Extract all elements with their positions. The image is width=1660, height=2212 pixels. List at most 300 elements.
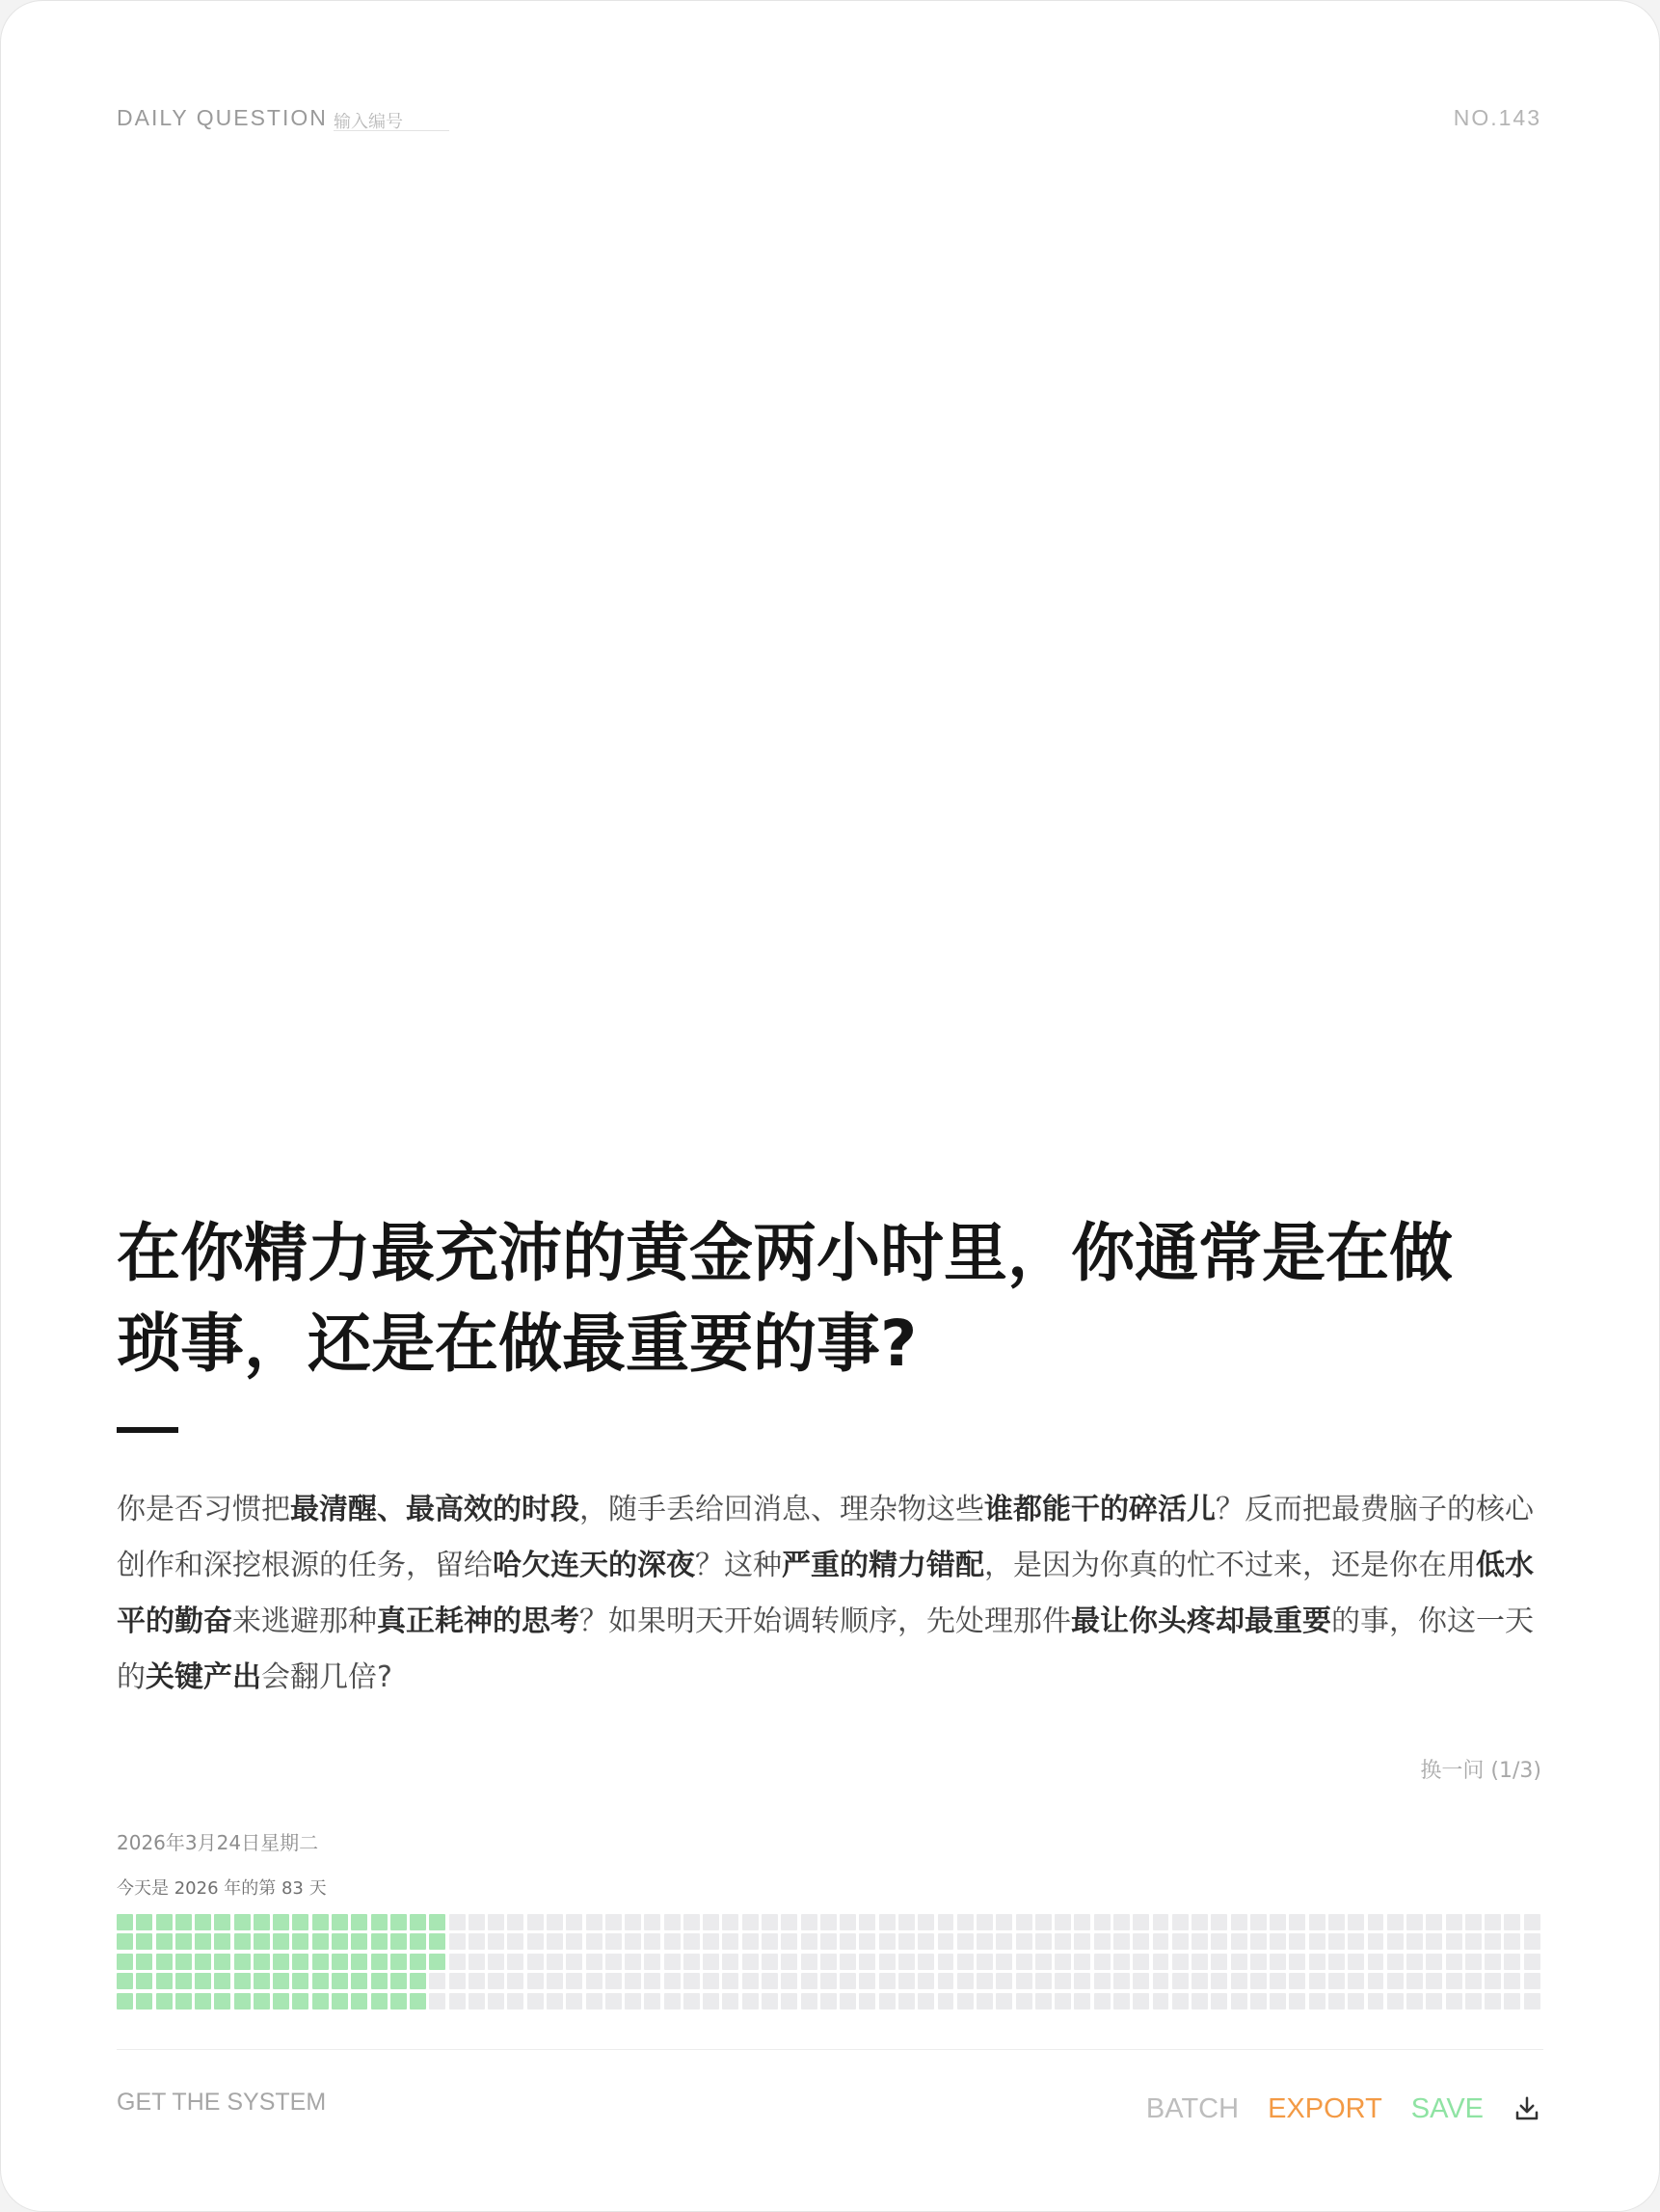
day-cell-filled: [410, 1933, 426, 1950]
day-cell-empty: [1309, 1954, 1325, 1970]
day-cell-empty: [898, 1954, 915, 1970]
day-cell-empty: [507, 1933, 523, 1950]
day-cell-filled: [254, 1973, 270, 1989]
day-cell-filled: [254, 1914, 270, 1930]
day-cell-empty: [1016, 1993, 1032, 2010]
day-cell-empty: [683, 1954, 700, 1970]
day-cell-filled: [214, 1954, 230, 1970]
day-cell-empty: [918, 1993, 934, 2010]
day-cell-filled: [136, 1914, 152, 1930]
day-cell-empty: [1368, 1933, 1384, 1950]
day-cell-empty: [742, 1933, 759, 1950]
day-cell-empty: [977, 1914, 993, 1930]
day-cell-empty: [1309, 1933, 1325, 1950]
day-cell-empty: [781, 1954, 797, 1970]
day-cell-empty: [507, 1914, 523, 1930]
day-cell-empty: [1250, 1954, 1267, 1970]
day-cell-empty: [1289, 1933, 1305, 1950]
day-cell-empty: [507, 1973, 523, 1989]
day-cell-empty: [586, 1914, 602, 1930]
day-cell-empty: [957, 1954, 974, 1970]
brand-label: DAILY QUESTION: [117, 105, 328, 130]
day-cell-empty: [547, 1914, 563, 1930]
day-cell-empty: [1270, 1973, 1286, 1989]
day-cell-empty: [977, 1954, 993, 1970]
day-cell-filled: [195, 1933, 211, 1950]
day-cell-empty: [625, 1973, 641, 1989]
day-cell-filled: [429, 1914, 445, 1930]
day-cell-empty: [898, 1973, 915, 1989]
day-cell-empty: [1133, 1954, 1149, 1970]
date-label: 2026年3月24日星期二: [117, 1831, 319, 1854]
day-cell-empty: [469, 1954, 485, 1970]
body-segment: 的事，你这一天的: [117, 1605, 1534, 1694]
day-cell-filled: [410, 1914, 426, 1930]
day-cell-filled: [136, 1954, 152, 1970]
day-cell-empty: [488, 1954, 504, 1970]
day-cell-empty: [898, 1933, 915, 1950]
issue-number: NO.143: [1453, 105, 1541, 130]
day-cell-empty: [1387, 1954, 1404, 1970]
day-cell-empty: [781, 1973, 797, 1989]
day-cell-filled: [312, 1954, 329, 1970]
day-cell-empty: [1406, 1973, 1423, 1989]
day-cell-empty: [1016, 1933, 1032, 1950]
day-cell-empty: [1211, 1993, 1227, 2010]
day-cell-empty: [879, 1933, 896, 1950]
day-cell-empty: [977, 1993, 993, 2010]
day-cell-filled: [292, 1933, 308, 1950]
day-cell-empty: [1133, 1993, 1149, 2010]
day-cell-filled: [273, 1914, 289, 1930]
day-cell-empty: [957, 1973, 974, 1989]
day-cell-empty: [1465, 1933, 1482, 1950]
day-cell-filled: [390, 1993, 407, 2010]
body-emphasis: 哈欠连天的深夜: [493, 1549, 695, 1582]
day-cell-empty: [840, 1973, 856, 1989]
day-cell-empty: [938, 1973, 954, 1989]
day-cell-empty: [840, 1914, 856, 1930]
day-cell-empty: [1035, 1954, 1052, 1970]
day-cell-filled: [136, 1933, 152, 1950]
get-the-system-link[interactable]: GET THE SYSTEM: [117, 2089, 327, 2116]
day-cell-filled: [195, 1973, 211, 1989]
day-cell-empty: [547, 1933, 563, 1950]
day-cell-filled: [312, 1973, 329, 1989]
day-cell-empty: [1446, 1914, 1462, 1930]
day-cell-empty: [1074, 1993, 1090, 2010]
number-input[interactable]: [334, 113, 449, 131]
day-cell-filled: [175, 1933, 192, 1950]
day-cell-empty: [449, 1973, 466, 1989]
day-cell-empty: [1016, 1954, 1032, 1970]
day-cell-empty: [1172, 1933, 1189, 1950]
day-cell-empty: [898, 1993, 915, 2010]
title-divider: [117, 1427, 178, 1433]
day-cell-filled: [312, 1933, 329, 1950]
day-cell-empty: [683, 1933, 700, 1950]
day-cell-empty: [488, 1933, 504, 1950]
day-cell-empty: [801, 1973, 817, 1989]
day-cell-empty: [742, 1973, 759, 1989]
day-cell-empty: [1250, 1914, 1267, 1930]
day-cell-empty: [1328, 1954, 1345, 1970]
question-title-line-2: 琐事，还是在做最重要的事?: [117, 1307, 918, 1381]
day-cell-empty: [1035, 1933, 1052, 1950]
day-cell-empty: [429, 1993, 445, 2010]
day-cell-empty: [1211, 1973, 1227, 1989]
body-emphasis: 严重的精力错配: [782, 1549, 984, 1582]
day-cell-empty: [762, 1954, 778, 1970]
day-cell-filled: [214, 1933, 230, 1950]
day-cell-empty: [859, 1993, 875, 2010]
day-cell-empty: [644, 1993, 660, 2010]
download-icon[interactable]: [1513, 2094, 1541, 2123]
day-cell-empty: [918, 1933, 934, 1950]
day-cell-empty: [566, 1973, 582, 1989]
day-cell-empty: [1406, 1993, 1423, 2010]
day-cell-empty: [1328, 1993, 1345, 2010]
day-cell-empty: [469, 1973, 485, 1989]
day-cell-empty: [1035, 1914, 1052, 1930]
day-cell-empty: [703, 1933, 719, 1950]
day-cell-empty: [722, 1993, 738, 2010]
day-cell-empty: [1191, 1914, 1208, 1930]
day-cell-empty: [1328, 1914, 1345, 1930]
day-cell-empty: [1524, 1973, 1540, 1989]
day-cell-empty: [429, 1973, 445, 1989]
day-cell-empty: [1426, 1973, 1442, 1989]
day-cell-empty: [527, 1973, 544, 1989]
day-cell-empty: [664, 1973, 681, 1989]
day-cell-empty: [566, 1933, 582, 1950]
body-segment: 你是否习惯把: [117, 1493, 290, 1526]
day-cell-empty: [957, 1993, 974, 2010]
day-cell-empty: [1113, 1954, 1130, 1970]
day-cell-empty: [469, 1933, 485, 1950]
day-cell-empty: [664, 1954, 681, 1970]
day-cell-empty: [1035, 1993, 1052, 2010]
day-cell-empty: [742, 1914, 759, 1930]
day-cell-empty: [1211, 1914, 1227, 1930]
day-cell-empty: [722, 1933, 738, 1950]
day-cell-filled: [292, 1914, 308, 1930]
day-cell-empty: [1113, 1993, 1130, 2010]
day-cell-empty: [1153, 1973, 1169, 1989]
day-cell-empty: [1035, 1973, 1052, 1989]
day-cell-empty: [1446, 1973, 1462, 1989]
day-cell-empty: [469, 1993, 485, 2010]
day-cell-empty: [820, 1933, 837, 1950]
day-cell-filled: [371, 1914, 388, 1930]
day-cell-empty: [1055, 1993, 1071, 2010]
day-cell-empty: [1504, 1914, 1520, 1930]
day-cell-empty: [1270, 1954, 1286, 1970]
day-cell-empty: [1368, 1914, 1384, 1930]
day-cell-empty: [1094, 1914, 1111, 1930]
day-cell-empty: [1446, 1933, 1462, 1950]
day-cell-empty: [527, 1914, 544, 1930]
day-cell-filled: [273, 1993, 289, 2010]
day-cell-empty: [1231, 1933, 1247, 1950]
day-cell-empty: [1270, 1914, 1286, 1930]
day-cell-empty: [1191, 1954, 1208, 1970]
day-cell-empty: [547, 1954, 563, 1970]
day-cell-empty: [820, 1993, 837, 2010]
day-cell-empty: [1074, 1914, 1090, 1930]
day-cell-empty: [742, 1993, 759, 2010]
day-cell-empty: [840, 1954, 856, 1970]
day-cell-filled: [195, 1993, 211, 2010]
day-cell-filled: [156, 1973, 173, 1989]
day-cell-empty: [859, 1933, 875, 1950]
day-cell-empty: [918, 1914, 934, 1930]
day-cell-empty: [1426, 1954, 1442, 1970]
header: [117, 101, 1541, 140]
day-cell-empty: [1485, 1914, 1501, 1930]
body-emphasis: 谁都能干的碎活儿: [984, 1493, 1216, 1526]
day-cell-empty: [801, 1933, 817, 1950]
day-cell-filled: [117, 1973, 133, 1989]
day-cell-empty: [1211, 1954, 1227, 1970]
day-cell-empty: [1250, 1993, 1267, 2010]
day-cell-filled: [254, 1993, 270, 2010]
day-cell-filled: [117, 1933, 133, 1950]
day-cell-empty: [918, 1954, 934, 1970]
day-cell-filled: [117, 1993, 133, 2010]
day-cell-filled: [156, 1914, 173, 1930]
day-cell-empty: [586, 1993, 602, 2010]
day-cell-filled: [156, 1954, 173, 1970]
day-cell-empty: [566, 1914, 582, 1930]
day-cell-empty: [1406, 1933, 1423, 1950]
day-cell-filled: [292, 1973, 308, 1989]
day-cell-filled: [312, 1914, 329, 1930]
day-cell-empty: [938, 1933, 954, 1950]
day-cell-empty: [1524, 1954, 1540, 1970]
day-cell-empty: [1153, 1954, 1169, 1970]
day-cell-empty: [1368, 1954, 1384, 1970]
day-cell-filled: [175, 1914, 192, 1930]
day-cell-empty: [625, 1933, 641, 1950]
question-title-line-1: 在你精力最充沛的黄金两小时里，你通常是在做: [117, 1216, 1453, 1290]
day-cell-empty: [1348, 1914, 1364, 1930]
day-cell-empty: [449, 1933, 466, 1950]
day-cell-filled: [351, 1993, 367, 2010]
day-cell-empty: [1094, 1993, 1111, 2010]
day-cell-filled: [390, 1933, 407, 1950]
day-cell-filled: [214, 1973, 230, 1989]
body-segment: ，是因为你真的忙不过来，还是你在用: [984, 1549, 1476, 1582]
day-cell-empty: [977, 1933, 993, 1950]
day-cell-empty: [722, 1914, 738, 1930]
day-cell-empty: [781, 1933, 797, 1950]
day-cell-filled: [410, 1973, 426, 1989]
day-cell-empty: [1309, 1914, 1325, 1930]
day-cell-empty: [1289, 1954, 1305, 1970]
day-cell-empty: [859, 1973, 875, 1989]
day-cell-empty: [488, 1993, 504, 2010]
day-cell-empty: [1485, 1993, 1501, 2010]
day-cell-filled: [234, 1954, 251, 1970]
day-cell-empty: [644, 1933, 660, 1950]
day-cell-empty: [996, 1914, 1012, 1930]
day-cell-empty: [566, 1954, 582, 1970]
day-cell-empty: [683, 1973, 700, 1989]
day-cell-empty: [781, 1993, 797, 2010]
day-cell-empty: [1191, 1973, 1208, 1989]
day-cell-empty: [1153, 1914, 1169, 1930]
body-segment: ？如果明天开始调转顺序，先处理那件: [579, 1605, 1071, 1638]
day-cell-empty: [1191, 1993, 1208, 2010]
day-cell-empty: [1485, 1973, 1501, 1989]
day-cell-empty: [1153, 1993, 1169, 2010]
day-cell-empty: [1446, 1954, 1462, 1970]
day-cell-empty: [1504, 1933, 1520, 1950]
day-cell-empty: [1289, 1914, 1305, 1930]
day-cell-empty: [977, 1973, 993, 1989]
day-cell-empty: [1172, 1993, 1189, 2010]
day-cell-empty: [1289, 1993, 1305, 2010]
day-cell-empty: [1309, 1993, 1325, 2010]
day-cell-empty: [1074, 1933, 1090, 1950]
day-cell-empty: [644, 1954, 660, 1970]
export-button[interactable]: EXPORT: [1268, 2092, 1382, 2124]
day-cell-empty: [762, 1914, 778, 1930]
day-cell-empty: [703, 1914, 719, 1930]
day-cell-filled: [234, 1973, 251, 1989]
day-cell-empty: [957, 1914, 974, 1930]
day-cell-empty: [703, 1973, 719, 1989]
day-cell-filled: [136, 1993, 152, 2010]
day-cell-empty: [762, 1993, 778, 2010]
day-cell-empty: [1289, 1973, 1305, 1989]
day-cell-filled: [351, 1914, 367, 1930]
day-cell-empty: [625, 1993, 641, 2010]
day-cell-empty: [1368, 1973, 1384, 1989]
day-cell-empty: [1113, 1933, 1130, 1950]
day-cell-empty: [664, 1933, 681, 1950]
day-cell-empty: [683, 1993, 700, 2010]
body-segment: 来逃避那种: [232, 1605, 377, 1638]
day-cell-empty: [781, 1914, 797, 1930]
day-cell-empty: [898, 1914, 915, 1930]
day-cell-empty: [1387, 1933, 1404, 1950]
day-cell-empty: [625, 1954, 641, 1970]
day-cell-empty: [840, 1993, 856, 2010]
day-cell-empty: [1426, 1933, 1442, 1950]
day-cell-empty: [1504, 1954, 1520, 1970]
day-cell-empty: [586, 1973, 602, 1989]
day-cell-empty: [1485, 1933, 1501, 1950]
day-cell-empty: [703, 1993, 719, 2010]
day-cell-filled: [156, 1933, 173, 1950]
day-cell-empty: [605, 1954, 622, 1970]
day-cell-empty: [879, 1973, 896, 1989]
day-cell-empty: [1524, 1914, 1540, 1930]
question-title: [117, 1208, 1553, 1389]
year-progress-grid: [117, 1914, 1543, 2012]
day-cell-empty: [664, 1993, 681, 2010]
day-cell-empty: [1231, 1993, 1247, 2010]
day-cell-empty: [1133, 1973, 1149, 1989]
day-cell-filled: [390, 1954, 407, 1970]
day-cell-empty: [820, 1954, 837, 1970]
day-cell-empty: [1270, 1993, 1286, 2010]
day-cell-empty: [1524, 1933, 1540, 1950]
day-cell-empty: [996, 1973, 1012, 1989]
footer-actions: [1146, 2090, 1541, 2128]
day-cell-empty: [722, 1973, 738, 1989]
day-cell-empty: [859, 1914, 875, 1930]
day-cell-empty: [820, 1914, 837, 1930]
day-cell-empty: [644, 1973, 660, 1989]
footer-divider: [117, 2049, 1543, 2050]
day-cell-empty: [1055, 1954, 1071, 1970]
day-cell-empty: [801, 1914, 817, 1930]
day-cell-filled: [390, 1973, 407, 1989]
save-button[interactable]: SAVE: [1410, 2092, 1484, 2124]
day-cell-empty: [1231, 1954, 1247, 1970]
day-cell-filled: [214, 1914, 230, 1930]
day-cell-empty: [1074, 1954, 1090, 1970]
day-cell-filled: [351, 1954, 367, 1970]
day-cell-empty: [1406, 1954, 1423, 1970]
day-cell-empty: [1016, 1973, 1032, 1989]
day-cell-empty: [938, 1993, 954, 2010]
day-cell-filled: [175, 1993, 192, 2010]
day-cell-empty: [605, 1933, 622, 1950]
day-cell-empty: [1094, 1933, 1111, 1950]
batch-button[interactable]: BATCH: [1145, 2092, 1240, 2124]
day-cell-empty: [1191, 1933, 1208, 1950]
day-cell-empty: [801, 1993, 817, 2010]
day-cell-filled: [351, 1973, 367, 1989]
day-cell-empty: [488, 1914, 504, 1930]
day-cell-empty: [1524, 1993, 1540, 2010]
body-segment: 会翻几倍?: [261, 1660, 392, 1694]
day-cell-empty: [644, 1914, 660, 1930]
day-cell-empty: [605, 1973, 622, 1989]
day-cell-empty: [1113, 1914, 1130, 1930]
day-cell-filled: [429, 1954, 445, 1970]
day-cell-filled: [156, 1993, 173, 2010]
body-segment: ，随手丢给回消息、理杂物这些: [579, 1493, 984, 1526]
day-cell-filled: [410, 1954, 426, 1970]
day-cell-filled: [195, 1914, 211, 1930]
day-cell-empty: [1368, 1993, 1384, 2010]
day-cell-empty: [449, 1993, 466, 2010]
day-cell-empty: [1426, 1993, 1442, 2010]
day-cell-empty: [1504, 1973, 1520, 1989]
day-cell-filled: [136, 1973, 152, 1989]
day-cell-filled: [117, 1914, 133, 1930]
day-cell-empty: [820, 1973, 837, 1989]
day-cell-empty: [938, 1914, 954, 1930]
day-cell-empty: [1387, 1993, 1404, 2010]
body-emphasis: 最让你头疼却最重要: [1071, 1605, 1331, 1638]
day-cell-filled: [273, 1954, 289, 1970]
day-cell-filled: [332, 1933, 348, 1950]
day-cell-empty: [586, 1954, 602, 1970]
body-emphasis: 关键产出: [146, 1660, 261, 1694]
body-emphasis: 真正耗神的思考: [377, 1605, 579, 1638]
day-cell-empty: [507, 1954, 523, 1970]
day-cell-filled: [351, 1933, 367, 1950]
swap-question-button[interactable]: 换一问 (1/3): [1420, 1759, 1541, 1783]
day-cell-empty: [1113, 1973, 1130, 1989]
question-body: [117, 1482, 1543, 1706]
